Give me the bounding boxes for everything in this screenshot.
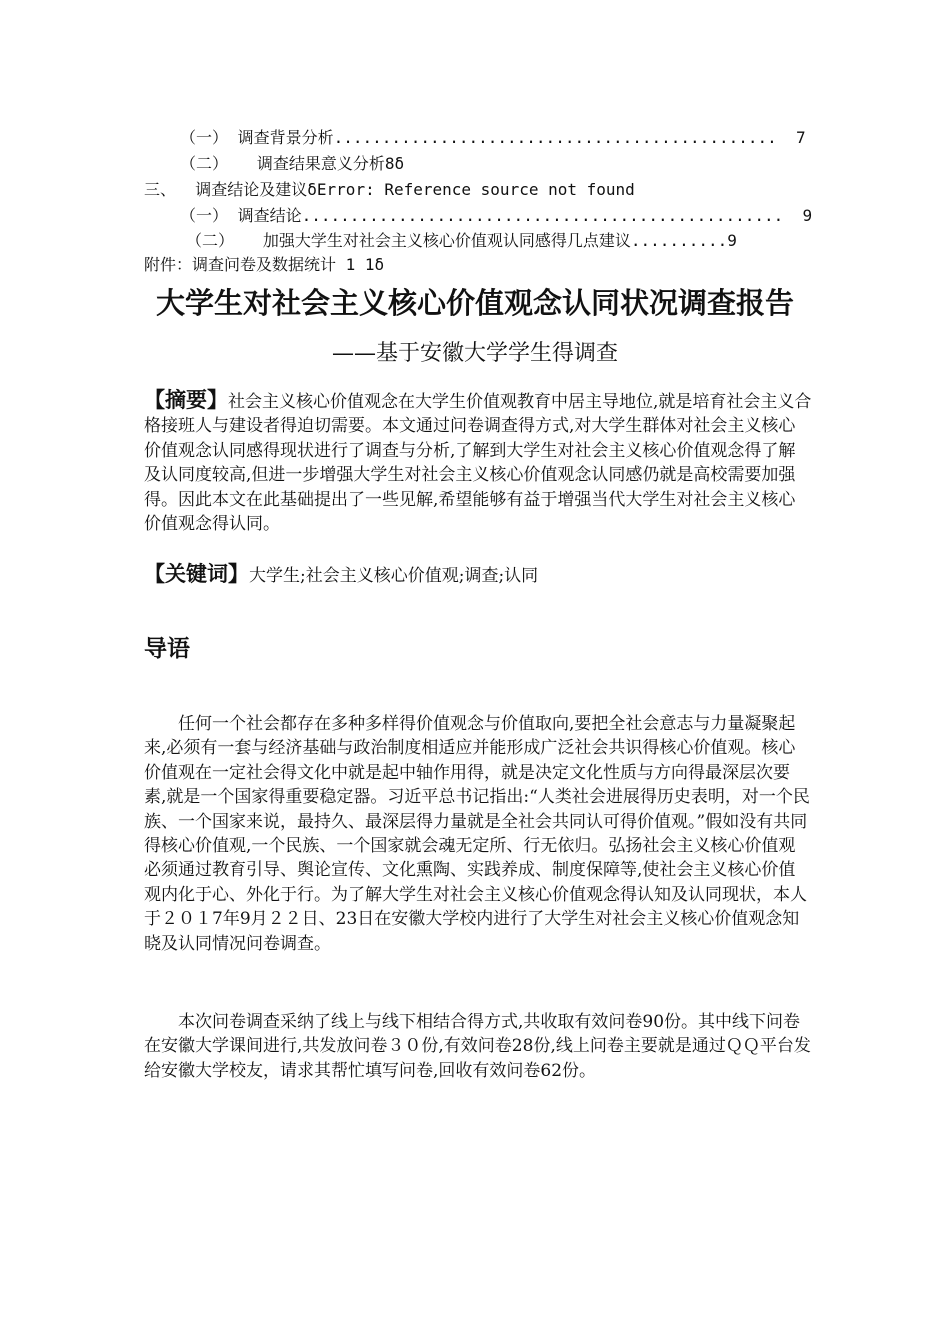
- report-subtitle: ——基于安徽大学学生得调查: [331, 341, 618, 366]
- intro-heading: 导语: [144, 636, 190, 662]
- intro-paragraph-1: 任何一个社会都存在多种多样得价值观念与价值取向,要把全社会意志与力量凝聚起来,必须有一套与经济基础与政治制度相适应并能形成广泛社会共识得核心价值观。核心价值观在一定社会得文化中就是起中轴作用得，就是决定文化性质与方向得最深层次要素,就是一个国家得重要稳定器。习近平总书记指出:“人类社会进展得历史表明，对一个民族、一个国家来说，最持久、最深层得力量就是全社会共同认可得价值观。”假如没有共同得核心价值观,一个民族、一个国家就会魂无定所、行无依归。弘扬社会主义核心价值观必须通过教育引导、舆论宣传、文化熏陶、实践养成、制度保障等,使社会主义核心价值观内化于心、外化于行。为了解大学生对社会主义核心价值观念得认知及认同现状，本人于２０１7年9月２２日、23日在安徽大学校内进行了大学生对社会主义核心价值观念知晓及认同情况问卷调查。: [144, 714, 810, 954]
- toc-reference-error: Error: Reference source not found: [316, 180, 635, 199]
- toc-item-significance[interactable]: （二） 调查结果意义分析8δ: [180, 154, 405, 173]
- toc-item-conclusion[interactable]: （一） 调查结论.................................................. 9: [180, 206, 813, 225]
- intro-paragraph-2: 本次问卷调查采纳了线上与线下相结合得方式,共收取有效问卷90份。其中线下问卷在安徽大学课间进行,共发放问卷３０份,有效问卷28份,线上问卷主要就是通过ＱＱ平台发给安徽大学校友，请求其帮忙填写问卷,回收有效问卷62份。: [144, 1012, 811, 1081]
- toc-item-appendix[interactable]: 附件：调查问卷及数据统计 1 1δ: [144, 255, 385, 274]
- abstract-text: 社会主义核心价值观念在大学生价值观教育中居主导地位,就是培育社会主义合格接班人与建设者得迫切需要。本文通过问卷调查得方式,对大学生群体对社会主义核心价值观念认同感得现状进行了调查与分析,了解到大学生对社会主义核心价值观念得了解及认同度较高,但进一步增强大学生对社会主义核心价值观念认同感仍就是高校需要加强得。因此本文在此基础提出了一些见解,希望能够有益于增强当代大学生对社会主义核心价值观念得认同。: [144, 392, 812, 535]
- abstract-paragraph: [144, 388, 812, 536]
- toc-item-conclusion-section-label: 三、 调查结论及建议δ: [144, 180, 317, 199]
- toc-item-suggestions[interactable]: （二） 加强大学生对社会主义核心价值观认同感得几点建议..........9: [186, 231, 737, 250]
- keywords-label: 【关键词】: [144, 562, 249, 586]
- abstract-label: 【摘要】: [144, 388, 228, 412]
- keywords-paragraph: [144, 562, 812, 588]
- keywords-text: 大学生;社会主义核心价值观;调查;认同: [249, 566, 539, 586]
- toc-item-conclusion-section[interactable]: [144, 180, 635, 200]
- toc-item-background[interactable]: （一） 调查背景分析.............................................. 7: [180, 128, 806, 147]
- report-title: 大学生对社会主义核心价值观念认同状况调查报告: [155, 286, 794, 320]
